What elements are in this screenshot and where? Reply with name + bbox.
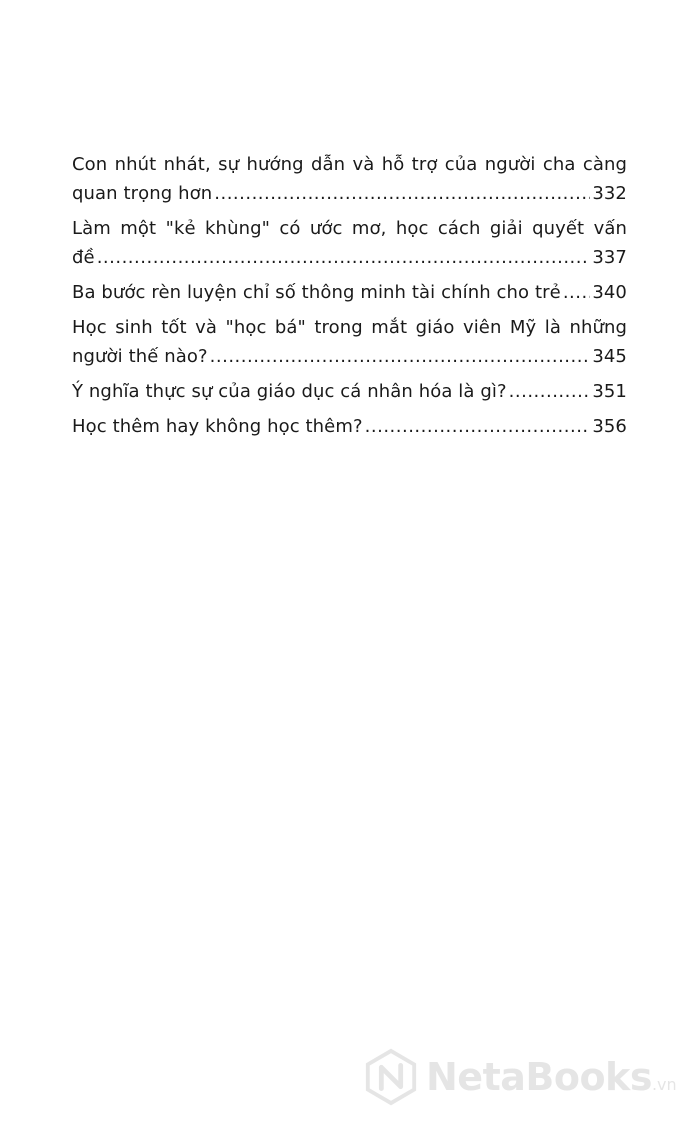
- toc-entry-title: Ba bước rèn luyện chỉ số thông minh tài chính cho trẻ: [72, 282, 561, 303]
- toc-entry-title-line: Học sinh tốt và "học bá" trong mắt giáo viên Mỹ là những: [72, 317, 627, 338]
- netabooks-watermark: [362, 1046, 682, 1108]
- toc-entry-6: [72, 412, 627, 441]
- table-of-contents: [72, 150, 627, 447]
- toc-entry-4: [72, 313, 627, 371]
- toc-entry-5: [72, 377, 627, 406]
- dot-leader: [365, 412, 591, 441]
- toc-entry-last-line: [72, 179, 627, 208]
- toc-entry-last-line: [72, 377, 627, 406]
- toc-entry-title: Học thêm hay không học thêm?: [72, 416, 363, 437]
- page-number: 332: [592, 183, 627, 204]
- toc-entry-3: [72, 278, 627, 307]
- toc-entry-title-end: quan trọng hơn: [72, 183, 213, 204]
- dot-leader: [210, 342, 591, 371]
- toc-entry-last-line: [72, 278, 627, 307]
- page-number: 340: [592, 282, 627, 303]
- page-number: 337: [592, 247, 627, 268]
- dot-leader: [509, 377, 591, 406]
- toc-entry-1: [72, 150, 627, 208]
- toc-entry-last-line: [72, 243, 627, 272]
- toc-entry-2: [72, 214, 627, 272]
- page-number: 356: [592, 416, 627, 437]
- toc-entry-title-end: đề: [72, 247, 95, 268]
- netabooks-logo-icon: [362, 1048, 420, 1106]
- watermark-text: NetaBooks: [426, 1055, 652, 1099]
- watermark-suffix: .vn: [651, 1075, 677, 1094]
- dot-leader: [97, 243, 591, 272]
- page-number: 351: [592, 381, 627, 402]
- toc-entry-title-line: Làm một "kẻ khùng" có ước mơ, học cách giải quyết vấn: [72, 218, 627, 239]
- toc-entry-title-line: Con nhút nhát, sự hướng dẫn và hỗ trợ của người cha càng: [72, 154, 627, 175]
- dot-leader: [214, 179, 590, 208]
- page-number: 345: [592, 346, 627, 367]
- dot-leader: [563, 278, 591, 307]
- toc-entry-title: Ý nghĩa thực sự của giáo dục cá nhân hóa là gì?: [72, 381, 507, 402]
- toc-entry-last-line: [72, 342, 627, 371]
- watermark-brand: [426, 1055, 677, 1099]
- toc-entry-title-end: người thế nào?: [72, 346, 208, 367]
- toc-entry-last-line: [72, 412, 627, 441]
